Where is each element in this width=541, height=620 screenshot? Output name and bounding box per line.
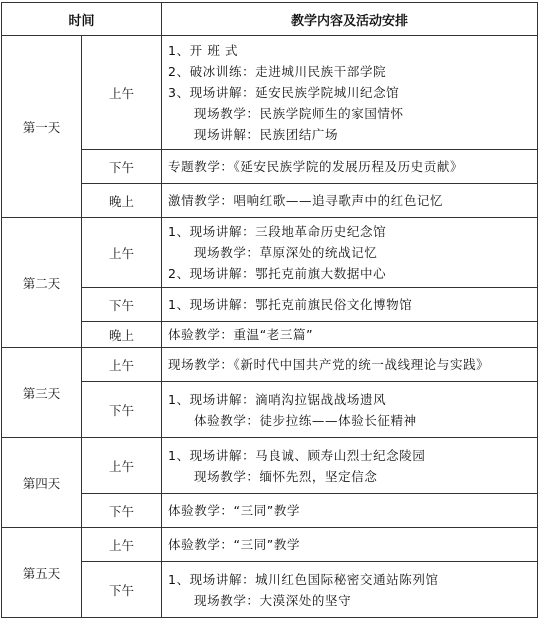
schedule-row — [2, 36, 538, 150]
session-time: 下午 — [82, 562, 162, 618]
day-label: 第五天 — [2, 528, 82, 618]
session-time: 上午 — [82, 218, 162, 288]
activity-line: 1、现场讲解：马良诚、顾寿山烈士纪念陵园 — [168, 447, 426, 463]
schedule-row — [2, 288, 538, 322]
session-content — [162, 288, 538, 322]
activity-line: 1、现场讲解：城川红色国际秘密交通站陈列馆 — [168, 571, 439, 587]
session-content — [162, 438, 538, 494]
session-content — [162, 184, 538, 218]
schedule-body — [2, 36, 538, 618]
activity-line: 激情教学：唱响红歌——追寻歌声中的红色记忆 — [168, 193, 444, 208]
activity-line: 1、现场讲解：鄂托克前旗民俗文化博物馆 — [168, 297, 413, 312]
session-content — [162, 218, 538, 288]
session-time: 下午 — [82, 494, 162, 528]
day-label: 第四天 — [2, 438, 82, 528]
schedule-row — [2, 494, 538, 528]
session-time: 下午 — [82, 288, 162, 322]
activity-line: 体验教学：“三同”教学 — [168, 537, 301, 552]
session-time: 下午 — [82, 382, 162, 438]
day-label: 第二天 — [2, 218, 82, 348]
activity-line: 1、现场讲解：滴哨沟拉锯战战场遗风 — [168, 391, 387, 407]
day-label: 第三天 — [2, 348, 82, 438]
schedule-row — [2, 382, 538, 438]
activity-line: 现场教学：大漠深处的坚守 — [194, 592, 352, 608]
schedule-table — [1, 2, 538, 618]
schedule-row — [2, 562, 538, 618]
activity-line: 现场教学：草原深处的统战记忆 — [194, 245, 378, 260]
activity-line: 2、破冰训练：走进城川民族干部学院 — [168, 64, 387, 79]
session-time: 上午 — [82, 348, 162, 382]
activity-line: 体验教学：“三同”教学 — [168, 503, 301, 518]
session-content — [162, 528, 538, 562]
schedule-row — [2, 322, 538, 348]
session-time: 上午 — [82, 528, 162, 562]
schedule-row — [2, 150, 538, 184]
activity-line: 现场教学：缅怀先烈，坚定信念 — [194, 468, 378, 484]
schedule-row — [2, 184, 538, 218]
session-content — [162, 494, 538, 528]
schedule-row — [2, 218, 538, 288]
schedule-row — [2, 528, 538, 562]
session-content — [162, 36, 538, 150]
session-time: 上午 — [82, 36, 162, 150]
header-content: 教学内容及活动安排 — [162, 3, 538, 36]
session-time: 晚上 — [82, 322, 162, 348]
table-header-row — [2, 3, 538, 36]
activity-line: 专题教学：《延安民族学院的发展历程及历史贡献》 — [168, 159, 464, 174]
activity-line: 3、现场讲解：延安民族学院城川纪念馆 — [168, 85, 400, 100]
activity-line: 体验教学：重温“老三篇” — [168, 327, 314, 342]
header-time: 时间 — [2, 3, 162, 36]
session-content — [162, 382, 538, 438]
session-time: 下午 — [82, 150, 162, 184]
schedule-row — [2, 438, 538, 494]
session-time: 上午 — [82, 438, 162, 494]
day-label: 第一天 — [2, 36, 82, 218]
activity-line: 现场教学：《新时代中国共产党的统一战线理论与实践》 — [168, 357, 490, 372]
session-content — [162, 322, 538, 348]
session-content — [162, 348, 538, 382]
activity-line: 现场教学：民族学院师生的家国情怀 — [194, 106, 404, 121]
schedule-row — [2, 348, 538, 382]
activity-line: 1、开 班 式 — [168, 43, 239, 58]
activity-line: 1、现场讲解：三段地革命历史纪念馆 — [168, 224, 387, 239]
session-content — [162, 150, 538, 184]
session-time: 晚上 — [82, 184, 162, 218]
activity-line: 现场讲解：民族团结广场 — [194, 127, 339, 142]
session-content — [162, 562, 538, 618]
activity-line: 体验教学：徒步拉练——体验长征精神 — [194, 412, 417, 428]
activity-line: 2、现场讲解：鄂托克前旗大数据中心 — [168, 266, 387, 281]
